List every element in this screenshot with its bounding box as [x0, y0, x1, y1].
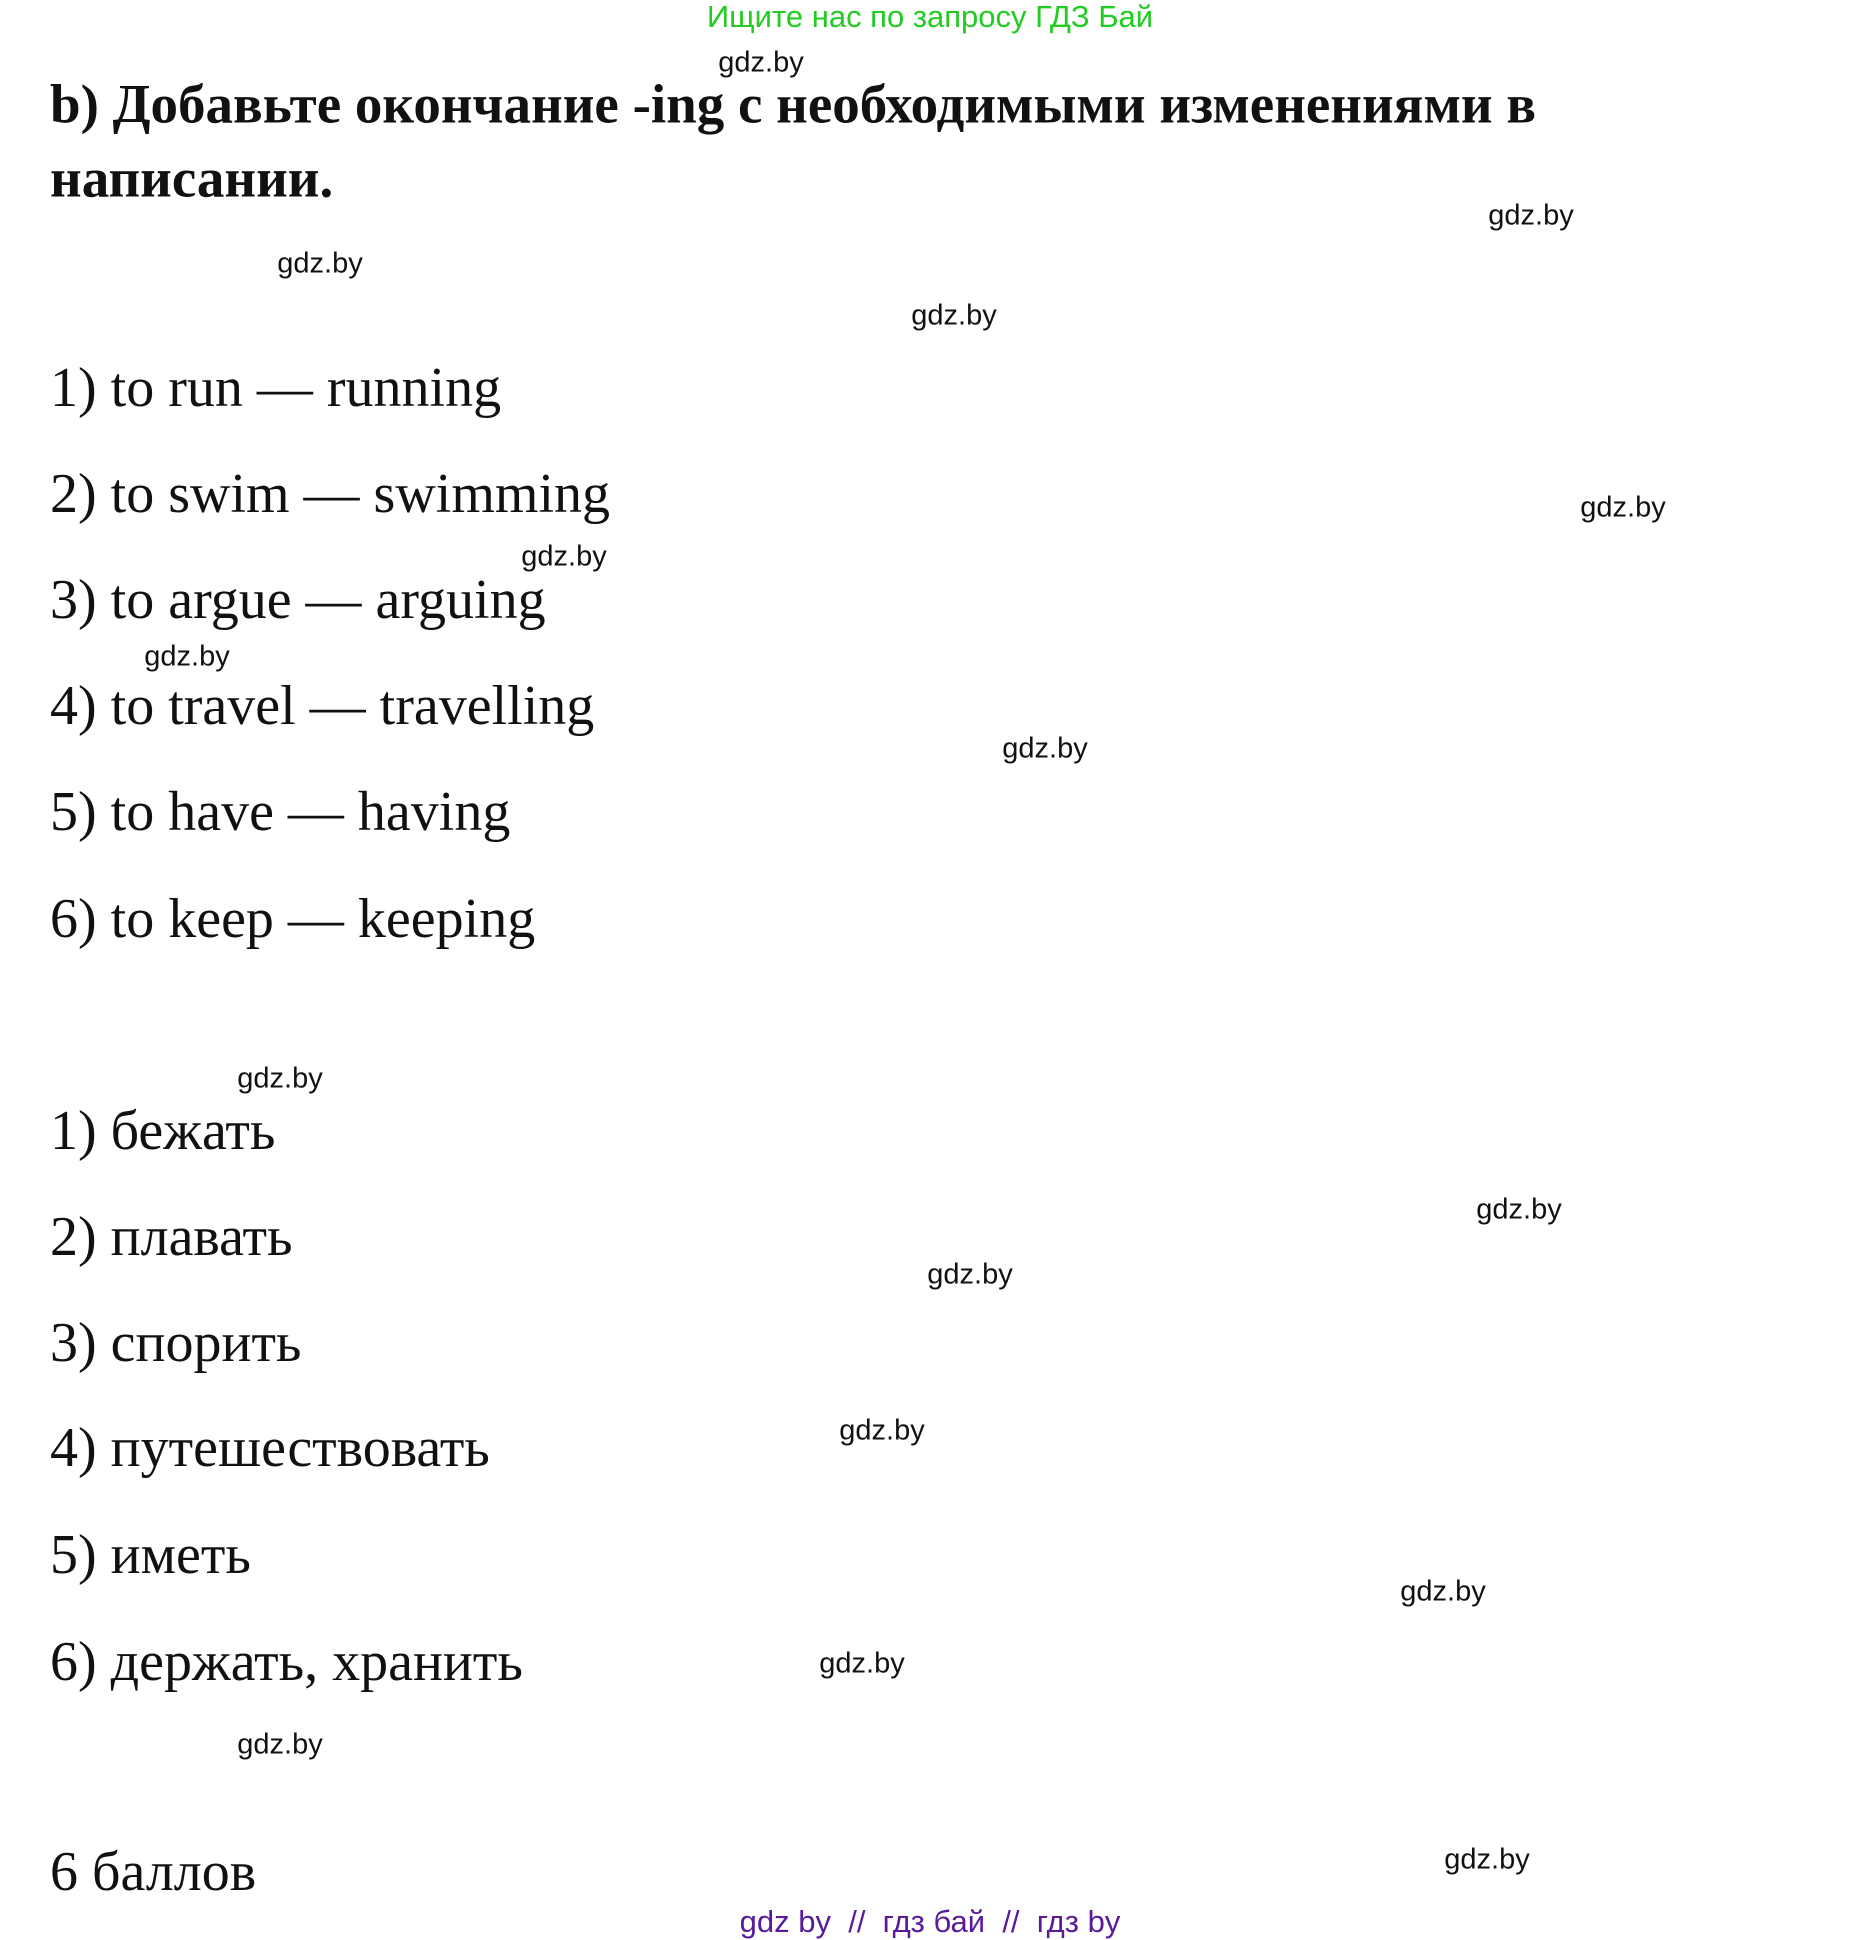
task-title-line-1: b) Добавьте окончание -ing с необходимыми изменениями в: [50, 73, 1537, 135]
list-item: 2) плавать: [50, 1206, 293, 1268]
watermark: gdz.by: [1580, 491, 1666, 524]
list-item: 1) to run — running: [50, 357, 502, 419]
watermark: gdz.by: [277, 247, 363, 280]
score-text: 6 баллов: [50, 1841, 257, 1903]
search-hint-header: Ищите нас по запросу ГДЗ Бай: [706, 0, 1154, 34]
watermark: gdz.by: [1476, 1193, 1562, 1226]
watermark: gdz.by: [1002, 732, 1088, 765]
list-item: 1) бежать: [50, 1100, 276, 1162]
list-item: 3) спорить: [50, 1312, 302, 1374]
task-title-line-2: написании.: [50, 147, 334, 209]
list-item: 6) держать, хранить: [50, 1631, 523, 1693]
watermark: gdz.by: [927, 1258, 1013, 1291]
list-item: 6) to keep — keeping: [50, 888, 536, 950]
watermark: gdz.by: [1400, 1575, 1486, 1608]
list-item: 3) to argue — arguing: [50, 569, 546, 631]
list-item: 5) иметь: [50, 1524, 251, 1586]
watermark: gdz.by: [1488, 199, 1574, 232]
watermark: gdz.by: [521, 540, 607, 573]
watermark: gdz.by: [839, 1414, 925, 1447]
list-item: 4) путешествовать: [50, 1417, 490, 1479]
list-item: 2) to swim — swimming: [50, 463, 611, 525]
watermark: gdz.by: [237, 1062, 323, 1095]
watermark: gdz.by: [237, 1728, 323, 1761]
list-item: 4) to travel — travelling: [50, 675, 595, 737]
footer-links: gdz by // гдз бай // гдз by: [739, 1904, 1121, 1939]
watermark: gdz.by: [1444, 1843, 1530, 1876]
watermark: gdz.by: [911, 299, 997, 332]
watermark: gdz.by: [144, 640, 230, 673]
watermark: gdz.by: [718, 46, 804, 79]
watermark: gdz.by: [819, 1647, 905, 1680]
list-item: 5) to have — having: [50, 781, 511, 843]
